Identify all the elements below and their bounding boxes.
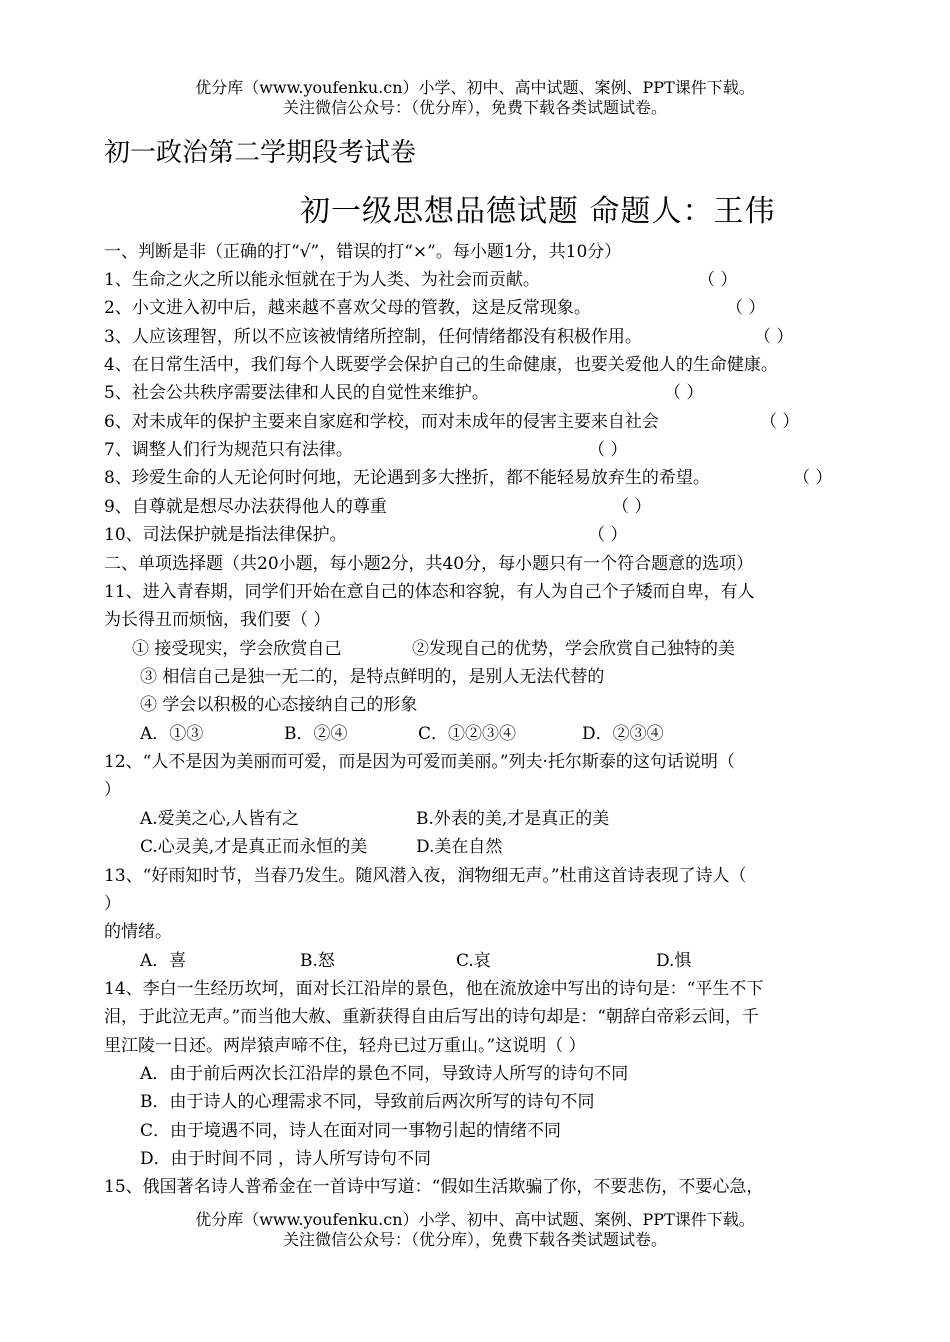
q13-line-1: 13、“好雨知时节，当春乃发生。随风潜入夜，润物细无声。”杜甫这首诗表现了诗人（: [104, 866, 747, 886]
q12-choice-d: D.美在自然: [416, 837, 503, 857]
q13-choice-b: B.怒: [300, 951, 335, 971]
q1-answer-paren: （ ）: [698, 270, 738, 290]
q9-text: 9、自尊就是想尽办法获得他人的尊重: [104, 497, 387, 517]
q11-option-2: ②发现自己的优势，学会欣赏自己独特的美: [412, 639, 735, 659]
q15-line-1: 15、俄国著名诗人普希金在一首诗中写道：“假如生活欺骗了你，不要悲伤，不要心急，: [104, 1177, 764, 1197]
q11-line-1: 11、进入青春期，同学们开始在意自己的体态和容貌，有人为自己个子矮而自卑，有人: [104, 582, 755, 602]
q1-text: 1、生命之火之所以能永恒就在于为人类、为社会而贡献。: [104, 270, 540, 290]
q12-line-1: 12、“人不是因为美丽而可爱，而是因为可爱而美丽。”列夫·托尔斯泰的这句话说明（: [104, 752, 735, 772]
q6-answer-paren: （ ）: [760, 412, 800, 432]
q7-answer-paren: （ ）: [588, 440, 628, 460]
section1-heading: 一、判断是非（正确的打“√”，错误的打“×”。每小题1分，共10分）: [104, 242, 622, 262]
q11-choice-d: D．②③④: [582, 724, 664, 744]
q13-line-3: 的情绪。: [104, 922, 172, 942]
q13-choice-a: A．喜: [140, 951, 187, 971]
q14-line-3: 里江陵一日还。两岸猿声啼不住，轻舟已过万重山。”这说明（ ）: [104, 1036, 586, 1056]
q14-choice-d: D．由于时间不同 ，诗人所写诗句不同: [140, 1149, 432, 1169]
q11-line-2: 为长得丑而烦恼，我们要（ ）: [104, 610, 331, 630]
q11-choice-a: A．①③: [140, 724, 204, 744]
q12-choice-b: B.外表的美,才是真正的美: [416, 809, 610, 829]
q2-answer-paren: （ ）: [726, 298, 766, 318]
q10-text: 10、司法保护就是指法律保护。: [104, 525, 347, 545]
q14-line-1: 14、李白一生经历坎坷，面对长江沿岸的景色，他在流放途中写出的诗句是：“平生不下: [104, 979, 764, 999]
q11-option-1: ① 接受现实，学会欣赏自己: [132, 639, 342, 659]
q14-choice-b: B．由于诗人的心理需求不同，导致前后两次所写的诗句不同: [140, 1092, 595, 1112]
footer-line-2: 关注微信公众号：（优分库），免费下载各类试题试卷。: [282, 1230, 667, 1249]
q10-answer-paren: （ ）: [588, 525, 628, 545]
q4-text: 4、在日常生活中，我们每个人既要学会保护自己的生命健康，也要关爱他人的生命健康。: [104, 355, 778, 375]
q12-line-2: ）: [104, 780, 121, 800]
q7-text: 7、调整人们行为规范只有法律。: [104, 440, 353, 460]
q11-option-3: ③ 相信自己是独一无二的，是特点鲜明的，是别人无法代替的: [140, 667, 605, 687]
q8-answer-paren: （ ）: [793, 468, 833, 488]
q13-choice-c: C.哀: [456, 951, 491, 971]
q5-answer-paren: （ ）: [664, 383, 704, 403]
q11-choice-b: B．②④: [284, 724, 348, 744]
q5-text: 5、社会公共秩序需要法律和人民的自觉性来维护。: [104, 383, 489, 403]
section2-heading: 二、单项选择题（共20小题，每小题2分，共40分，每小题只有一个符合题意的选项）: [104, 554, 754, 574]
q12-choice-a: A.爱美之心,人皆有之: [140, 809, 300, 829]
page-subtitle: 初一级思想品德试题 命题人：王伟: [300, 194, 776, 229]
q13-choice-d: D.惧: [656, 951, 692, 971]
q11-choice-c: C．①②③④: [418, 724, 517, 744]
header-line-2: 关注微信公众号：（优分库），免费下载各类试题试卷。: [282, 98, 667, 117]
q3-answer-paren: （ ）: [754, 327, 794, 347]
q14-choice-a: A．由于前后两次长江沿岸的景色不同，导致诗人所写的诗句不同: [140, 1064, 629, 1084]
q9-answer-paren: （ ）: [612, 497, 652, 517]
q3-text: 3、人应该理智，所以不应该被情绪所控制，任何情绪都没有积极作用。: [104, 327, 642, 347]
page-title: 初一政治第二学期段考试卷: [104, 138, 417, 168]
q14-line-2: 泪，于此泣无声。”而当他大赦、重新获得自由后写出的诗句却是：“朝辞白帝彩云间，千: [104, 1007, 759, 1027]
q2-text: 2、小文进入初中后，越来越不喜欢父母的管教，这是反常现象。: [104, 298, 591, 318]
footer-line-1: 优分库（www.youfenku.cn）小学、初中、高中试题、案例、PPT课件下载。: [195, 1210, 755, 1229]
header-line-1: 优分库（www.youfenku.cn）小学、初中、高中试题、案例、PPT课件下载。: [195, 78, 755, 97]
q14-choice-c: C．由于境遇不同，诗人在面对同一事物引起的情绪不同: [140, 1121, 562, 1141]
q11-option-4: ④ 学会以积极的心态接纳自己的形象: [140, 695, 418, 715]
q12-choice-c: C.心灵美,才是真正而永恒的美: [140, 837, 368, 857]
q13-line-2: ）: [104, 894, 121, 914]
q6-text: 6、对未成年的保护主要来自家庭和学校，而对未成年的侵害主要来自社会: [104, 412, 659, 432]
q8-text: 8、珍爱生命的人无论何时何地，无论遇到多大挫折，都不能轻易放弃生的希望。: [104, 468, 710, 488]
